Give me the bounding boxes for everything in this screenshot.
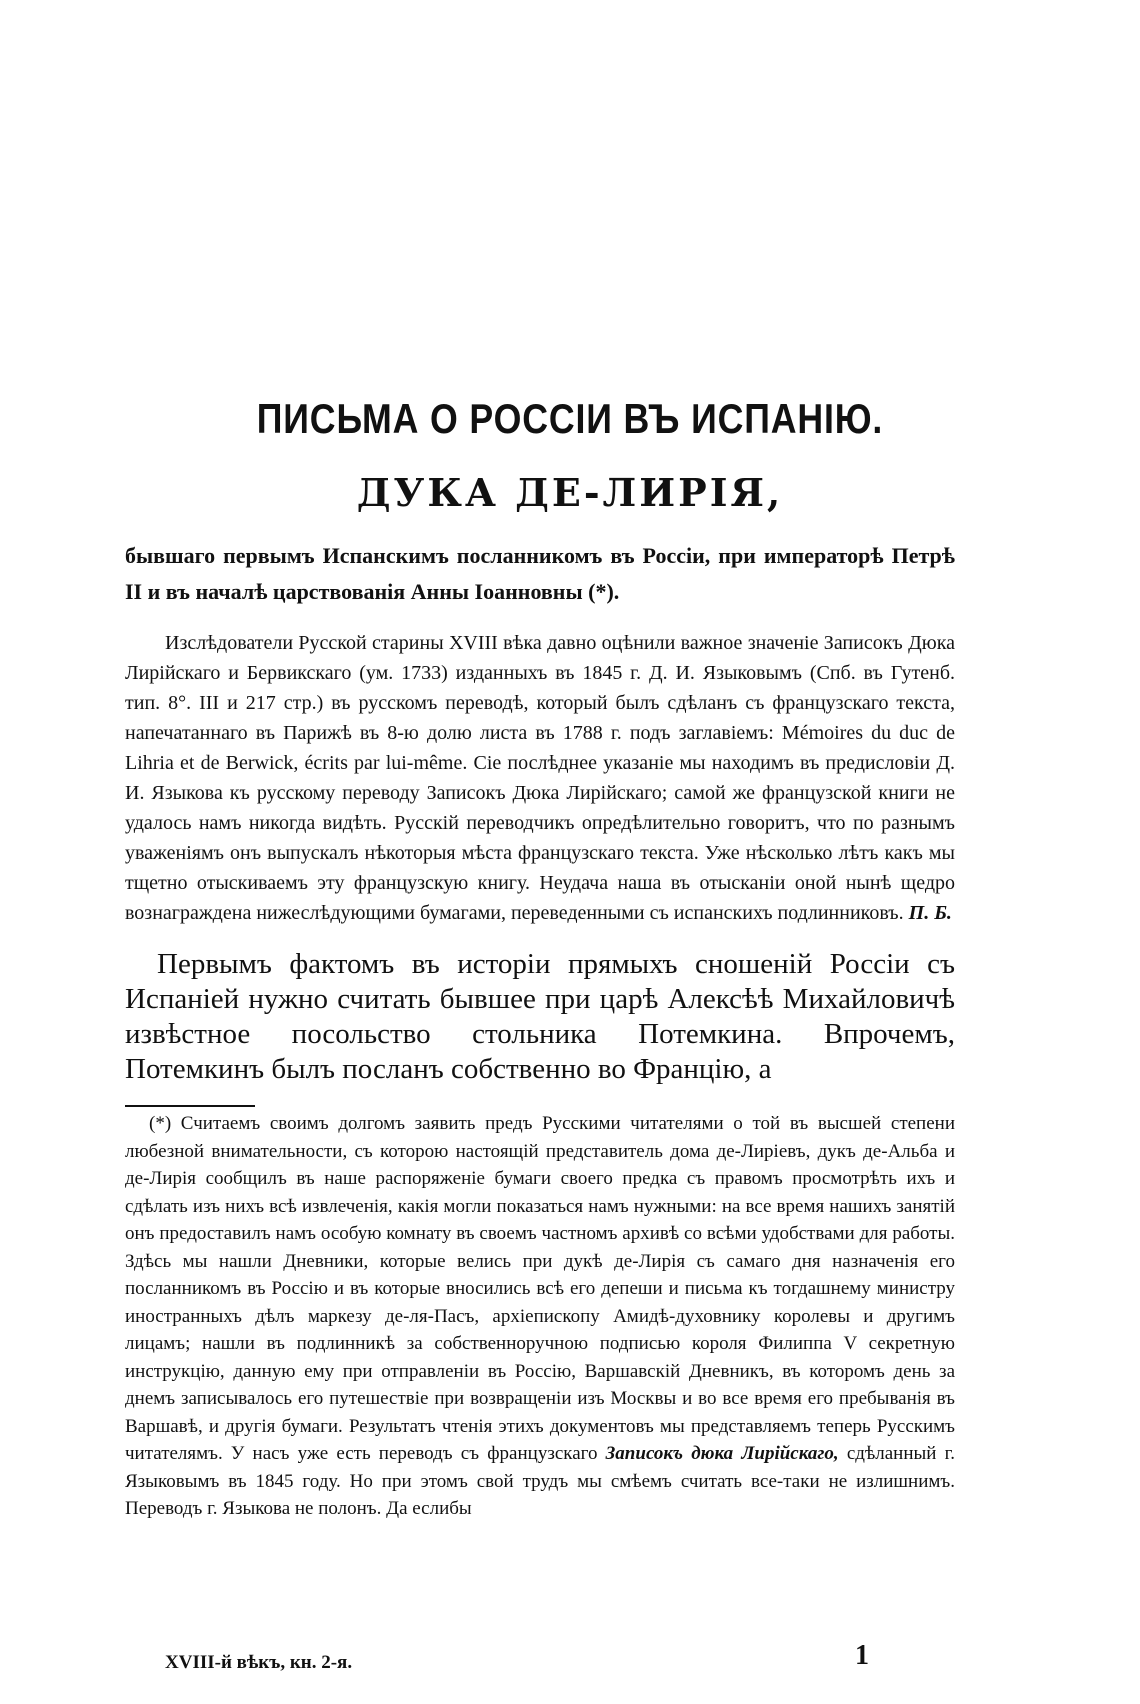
footnote-text-1: (*) Считаемъ своимъ долгомъ заявить предъ Русскими читателями о той въ высшей степени любезной внимательности, съ которою настоящій представитель дома де-Лиріевъ, дукъ де-Альба и де-Лирія сообщилъ въ наше распоряженіе бумаги своего предка съ правомъ просмотрѣть ихъ и сдѣлать изъ нихъ всѣ извлеченія, какія могли показаться намъ нужными: на все время нашихъ занятій онъ предоставилъ намъ особую комнату въ своемъ частномъ архивѣ со всѣми удобствами для работы. Здѣсь мы нашли Дневники, которые велись при дукѣ де-Лирія съ самаго дня назначенія его посланникомъ въ Россію и въ которые вносились всѣ его депеши и письма къ тогдашнему министру иностранныхъ дѣлъ маркезу де-ля-Пасъ, архіепископу Амидѣ-духовнику королевы и другимъ лицамъ; нашли въ подлинникѣ за собственноручною подписью короля Филиппа V секретную инструкцію, данную ему при отправленіи въ Россію, Варшавскій Дневникъ, въ которомъ день за днемъ записывалось его путешествіе при возвращеніи изъ Москвы и во все время его пребыванія въ Варшавѣ, и другія бумаги. Результатъ чтенія этихъ документовъ мы представляемъ теперь Русскимъ читателямъ. У насъ уже есть переводъ съ французскаго (125, 1113, 955, 1464)
main-text: Первымъ фактомъ въ исторіи прямыхъ сношеній Россіи съ Испаніей нужно считать бывшее при царѣ Алексѣѣ Михайловичѣ извѣстное посольство стольника Потемкина. Впрочемъ, Потемкинъ былъ посланъ собственно во Францію, а (125, 948, 955, 1085)
footer-signature: XVIII-й вѣкъ, кн. 2-я. (165, 1652, 353, 1673)
document-intro: бывшаго первымъ Испанскимъ посланникомъ въ Россіи, при императорѣ Петрѣ II и въ началѣ царствованія Анны Іоанновны (*). (125, 543, 955, 604)
footnote-divider (125, 1105, 255, 1107)
editor-note-text: Изслѣдователи Русской старины XVIII вѣка давно оцѣнили важное значеніе Записокъ Дюка Лирійскаго и Бервикскаго (ум. 1733) изданныхъ въ 1845 г. Д. И. Языковымъ (Спб. въ Гутенб. тип. 8°. III и 217 стр.) въ русскомъ переводѣ, который былъ сдѣланъ съ французскаго текста, напечатаннаго въ Парижѣ въ 8-ю долю листа въ 1788 г. подъ заглавіемъ: Mémoires du duc de Lihria et de Berwick, écrits par lui-même. Сіе послѣднее указаніе мы находимъ въ предисловіи Д. И. Языкова къ русскому переводу Записокъ Дюка Лирійскаго; самой же французской книги не удалось намъ никогда видѣть. Русскій переводчикъ опредѣлительно говоритъ, что по разнымъ уваженіямъ онъ выпускалъ нѣкоторыя мѣста французскаго текста. Уже нѣсколько лѣтъ какъ мы тщетно отыскиваемъ эту французскую книгу. Неудача наша въ отысканіи оной нынѣ щедро вознаграждена нижеслѣдующими бумагами, переведенными съ испанскихъ подлинниковъ. (125, 632, 955, 924)
footnote (125, 1110, 955, 1523)
document-subtitle: ДУКА ДЕ-ЛИРІЯ, (356, 470, 784, 515)
footnote-text-2: сдѣланный г. Языковымъ въ 1845 году. Но при этомъ свой трудъ мы смѣемъ считать все-таки не излишнимъ. Переводъ г. Языкова не полонъ. Да еслибы (125, 1443, 956, 1519)
editor-signature: П. Б. (908, 902, 952, 924)
document-title: ПИСЬМА О РОССІИ ВЪ ИСПАНІЮ. (256, 395, 884, 442)
editor-note (125, 628, 955, 928)
footnote-italic-title: Записокъ дюка Лирійскаго, (605, 1443, 839, 1464)
page-number: 1 (855, 1640, 869, 1671)
